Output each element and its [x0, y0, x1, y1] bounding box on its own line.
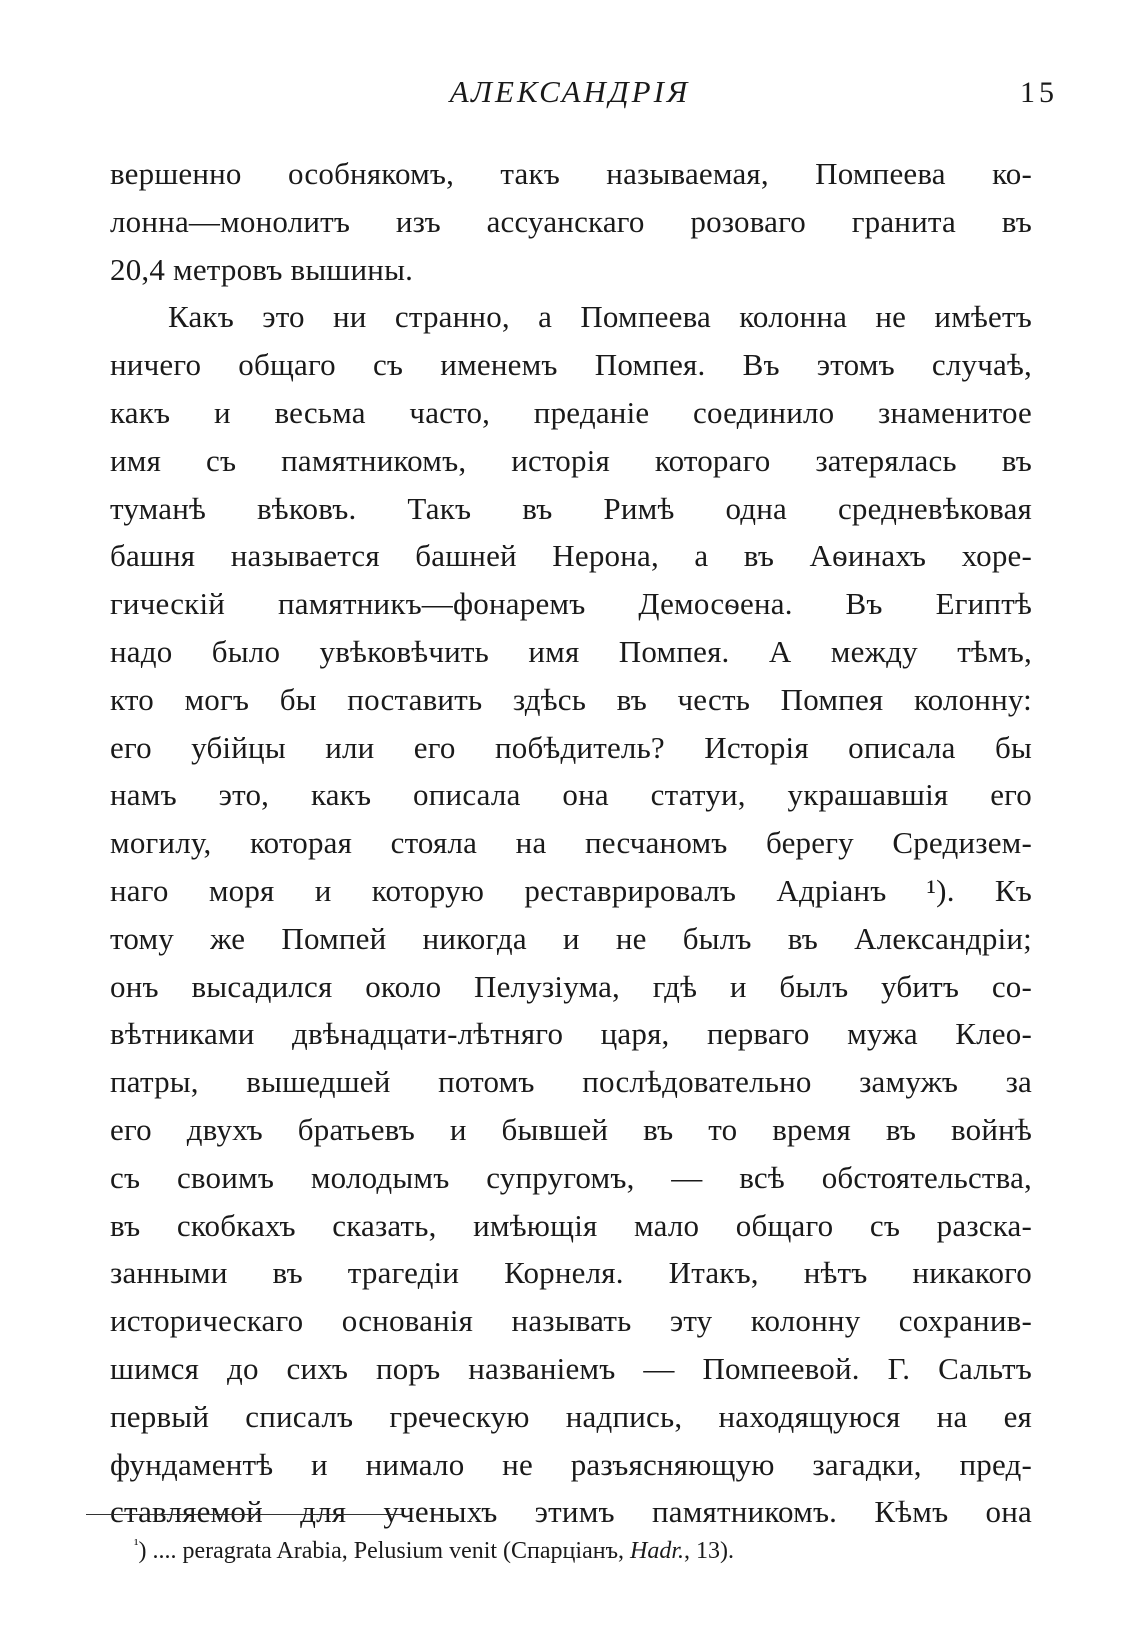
text-line: башня называется башней Нерона, а въ Аѳинахъ хоре-: [110, 538, 1032, 574]
footnote: [134, 1528, 734, 1568]
text-line: его двухъ братьевъ и бывшей въ то время въ войнѣ: [110, 1111, 1032, 1147]
text-line: намъ это, какъ описала она статуи, украшавшія его: [110, 777, 1032, 813]
text-line: тому же Помпей никогда и не былъ въ Александріи;: [110, 920, 1032, 956]
footnote-marker: ¹: [134, 1537, 139, 1553]
text-line: туманѣ вѣковъ. Такъ въ Римѣ одна средневѣковая: [110, 490, 1032, 526]
text-line: съ своимъ молодымъ супругомъ, — всѣ обстоятельства,: [110, 1159, 1032, 1195]
text-line: онъ высадился около Пелузіума, гдѣ и былъ убитъ со-: [110, 968, 1032, 1004]
text-line: его убійцы или его побѣдитель? Исторія описала бы: [110, 729, 1032, 765]
page-number: 15: [1020, 76, 1058, 109]
text-line: кто могъ бы поставить здѣсь въ честь Помпея колонну:: [110, 681, 1032, 717]
text-line: надо было увѣковѣчить имя Помпея. А между тѣмъ,: [110, 633, 1032, 669]
text-line: наго моря и которую реставрировалъ Адріанъ ¹). Къ: [110, 872, 1032, 908]
text-line: вѣтниками двѣнадцати-лѣтняго царя, перваго мужа Клео-: [110, 1016, 1032, 1052]
text-line: имя съ памятникомъ, исторія котораго затерялась въ: [110, 442, 1032, 478]
text-line: Какъ это ни странно, а Помпеева колонна не имѣетъ: [168, 299, 1032, 335]
text-line: патры, вышедшей потомъ послѣдовательно замужъ за: [110, 1064, 1032, 1100]
text-line: лонна—монолитъ изъ ассуанскаго розоваго гранита въ: [110, 203, 1032, 239]
text-line: въ скобкахъ сказать, имѣющія мало общаго съ разска-: [110, 1207, 1032, 1243]
text-line: занными въ трагедіи Корнеля. Итакъ, нѣтъ никакого: [110, 1255, 1032, 1291]
text-line: ставляемой для ученыхъ этимъ памятникомъ. Кѣмъ она: [110, 1494, 1032, 1530]
footnote-tail: , 13).: [684, 1538, 734, 1564]
footnote-text: ) .... peragrata Arabia, Pelusium venit (Спарціанъ,: [138, 1538, 630, 1564]
text-line: 20,4 метровъ вышины.: [110, 251, 414, 287]
text-line: фундаментѣ и нимало не разъясняющую загадки, пред-: [110, 1446, 1032, 1482]
text-line: шимся до сихъ поръ названіемъ — Помпеевой. Г. Сальтъ: [110, 1350, 1032, 1386]
footnote-rule: [86, 1514, 402, 1515]
running-head: [0, 74, 1140, 114]
running-title: АЛЕКСАНДРІЯ: [449, 74, 691, 109]
body-text: [110, 150, 1032, 1536]
text-line: историческаго основанія называть эту колонну сохранив-: [110, 1303, 1032, 1339]
text-line: вершенно особнякомъ, такъ называемая, Помпеева ко-: [110, 156, 1032, 191]
text-line: могилу, которая стояла на песчаномъ берегу Средизем-: [110, 825, 1032, 861]
text-line: какъ и весьма часто, преданіе соединило знаменитое: [110, 394, 1032, 430]
text-line: гическій памятникъ—фонаремъ Демосѳена. Въ Египтѣ: [110, 586, 1032, 622]
text-line: первый списалъ греческую надпись, находящуюся на ея: [110, 1398, 1032, 1434]
footnote-italic: Hadr.: [629, 1538, 684, 1564]
text-line: ничего общаго съ именемъ Помпея. Въ этомъ случаѣ,: [110, 347, 1032, 383]
